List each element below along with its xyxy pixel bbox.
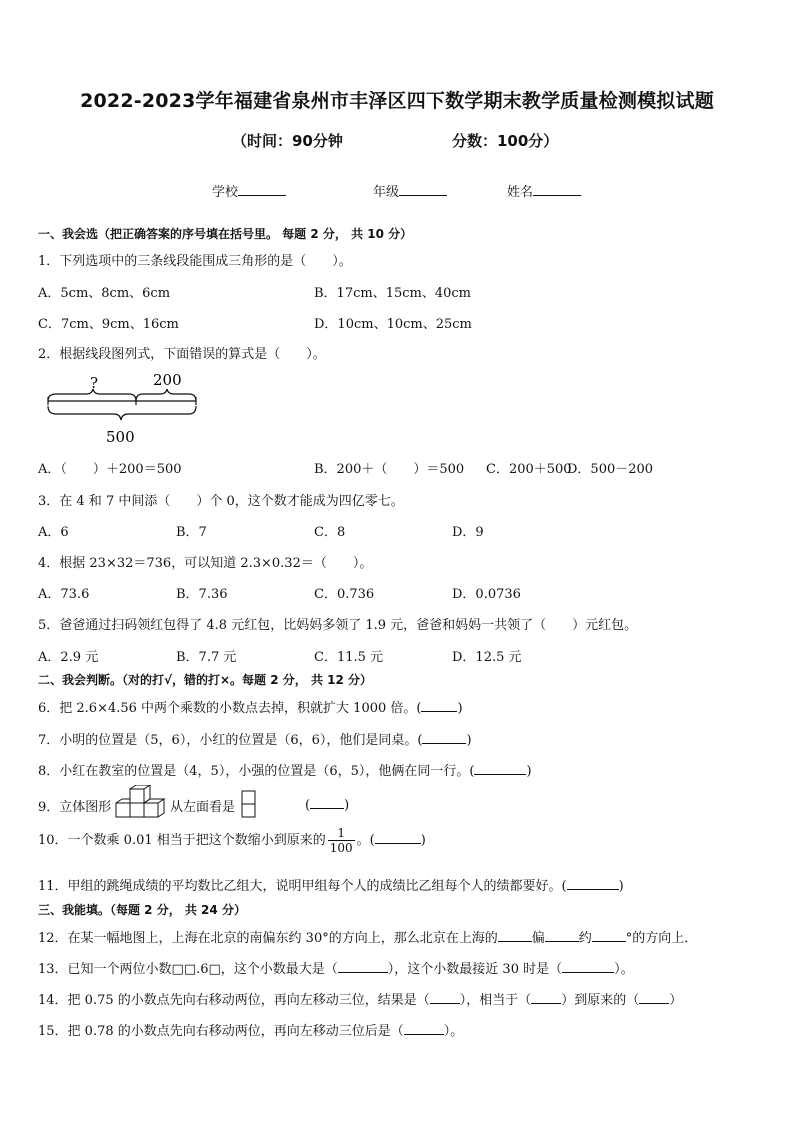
q14-text-pre: 14．把 0.75 的小数点先向右移动两位，再向左移动三位，结果是（ xyxy=(38,993,430,1008)
q7-text: 7．小明的位置是（5，6），小红的位置是（6，6），他们是同桌。( xyxy=(38,733,423,748)
q2-segment-diagram xyxy=(40,368,210,450)
q10-text-post: 。( xyxy=(356,833,375,848)
q9-open: ( xyxy=(305,798,311,813)
q3-option-a[interactable]: A．6 xyxy=(38,525,69,540)
q11-answer-blank[interactable] xyxy=(567,877,619,890)
q13-blank-1[interactable] xyxy=(338,960,388,973)
q14-text-mid1: ），相当于（ xyxy=(459,993,532,1008)
q14-blank-3[interactable] xyxy=(639,991,669,1004)
name-field[interactable] xyxy=(507,181,581,200)
diagram-bottom-value: 500 xyxy=(106,428,135,446)
q2-option-c[interactable]: C．200＋500 xyxy=(486,462,572,477)
q11-close: ) xyxy=(618,879,624,894)
q12-stem xyxy=(38,927,697,946)
q13-stem xyxy=(38,958,634,977)
q5-option-c[interactable]: C．11.5 元 xyxy=(314,650,384,665)
q7-answer-blank[interactable] xyxy=(422,731,466,744)
q4-option-a[interactable]: A．73.6 xyxy=(38,587,90,602)
time-limit: （时间：90分钟 xyxy=(232,132,343,150)
q10-answer-blank[interactable] xyxy=(375,831,421,844)
q3-option-d[interactable]: D．9 xyxy=(452,525,484,540)
q4-option-c[interactable]: C．0.736 xyxy=(314,587,375,602)
q3-option-b[interactable]: B．7 xyxy=(176,525,207,540)
q5-option-b[interactable]: B．7.7 元 xyxy=(176,650,237,665)
school-label: 学校 xyxy=(212,185,239,200)
q4-option-b[interactable]: B．7.36 xyxy=(176,587,228,602)
q13-blank-2[interactable] xyxy=(562,960,614,973)
q12-text-pre: 12．在某一幅地图上，上海在北京的南偏东约 30°的方向上，那么北京在上海的 xyxy=(38,931,498,946)
q6-stem xyxy=(38,697,463,716)
diagram-top-value: 200 xyxy=(153,371,182,389)
grade-label: 年级 xyxy=(373,185,400,200)
q15-answer-blank[interactable] xyxy=(404,1022,444,1035)
top-left-brace xyxy=(48,389,136,401)
grade-blank[interactable] xyxy=(399,183,447,196)
q9-answer xyxy=(305,796,349,813)
q13-text-mid: ），这个小数最接近 30 时是（ xyxy=(387,962,563,977)
q6-close: ) xyxy=(457,701,463,716)
q15-stem xyxy=(38,1020,463,1039)
q5-option-a[interactable]: A．2.9 元 xyxy=(38,650,99,665)
q8-close: ) xyxy=(526,764,532,779)
q1-option-a[interactable]: A．5cm、8cm、6cm xyxy=(38,286,171,301)
q10-close: ) xyxy=(420,833,426,848)
q12-text-post: °的方向上． xyxy=(625,931,698,946)
q9-close: ) xyxy=(344,798,350,813)
q14-stem xyxy=(38,989,682,1008)
school-blank[interactable] xyxy=(238,183,286,196)
q15-close: ）。 xyxy=(443,1024,464,1039)
q13-text-pre: 13．已知一个两位小数□□.6□，这个小数最大是（ xyxy=(38,962,338,977)
q14-text-mid2: ）到原来的（ xyxy=(561,993,640,1008)
q14-blank-2[interactable] xyxy=(531,991,561,1004)
page-title: 2022-2023学年福建省泉州市丰泽区四下数学期末教学质量检测模拟试题 xyxy=(80,90,714,112)
name-blank[interactable] xyxy=(533,183,581,196)
q3-option-c[interactable]: C．8 xyxy=(314,525,346,540)
q1-option-c[interactable]: C．7cm、9cm、16cm xyxy=(38,317,179,332)
q1-stem: 1．下列选项中的三条线段能围成三角形的是（ ）。 xyxy=(38,254,352,269)
q12-word-2: 约 xyxy=(578,931,592,946)
q10-text-pre: 10．一个数乘 0.01 相当于把这个数缩小到原来的 xyxy=(38,833,326,848)
q8-stem xyxy=(38,760,532,779)
grade-field[interactable] xyxy=(373,181,447,200)
q9-text-mid: 从左面看是 xyxy=(170,800,236,815)
q2-option-a[interactable]: A．（ ）＋200＝500 xyxy=(38,462,182,477)
q6-answer-blank[interactable] xyxy=(421,699,457,712)
top-right-brace xyxy=(136,389,196,401)
bottom-brace xyxy=(48,406,196,420)
section-3-heading: 三、我能填。（每题 2 分， 共 24 分） xyxy=(38,903,246,917)
school-field[interactable] xyxy=(212,181,286,200)
q10-denominator: 100 xyxy=(329,841,353,855)
q11-stem xyxy=(38,875,624,894)
q14-blank-1[interactable] xyxy=(430,991,460,1004)
q12-blank-2[interactable] xyxy=(545,929,579,942)
q1-option-d[interactable]: D．10cm、10cm、25cm xyxy=(314,317,472,332)
q9-cube-figure xyxy=(115,785,171,821)
section-1-heading: 一、我会选（把正确答案的序号填在括号里。 每题 2 分， 共 10 分） xyxy=(38,227,413,241)
q1-option-b[interactable]: B．17cm、15cm、40cm xyxy=(314,286,472,301)
q10-stem xyxy=(38,826,426,855)
q8-text: 8．小红在教室的位置是（4，5），小强的位置是（6，5），他俩在同一行。( xyxy=(38,764,475,779)
q12-blank-1[interactable] xyxy=(498,929,532,942)
q3-stem: 3．在 4 和 7 中间添（ ）个 0，这个数才能成为四亿零七。 xyxy=(38,494,404,509)
diagram-question-mark: ? xyxy=(90,374,99,392)
q12-blank-3[interactable] xyxy=(592,929,626,942)
q9-answer-blank[interactable] xyxy=(310,796,344,809)
q13-close: ）。 xyxy=(614,962,634,977)
q4-stem: 4．根据 23×32＝736，可以知道 2.3×0.32＝（ ）。 xyxy=(38,556,373,571)
q11-text: 11．甲组的跳绳成绩的平均数比乙组大，说明甲组每个人的成绩比乙组每个人的绩都要好。( xyxy=(38,879,567,894)
total-score: 分数：100分） xyxy=(452,132,559,150)
q4-option-d[interactable]: D．0.0736 xyxy=(452,587,521,602)
q9-left-view-figure xyxy=(241,790,257,820)
q7-stem xyxy=(38,729,472,748)
q14-close: ） xyxy=(669,993,683,1008)
q9-text-pre: 9．立体图形 xyxy=(38,800,112,815)
q6-text: 6．把 2.6×4.56 中两个乘数的小数点去掉，积就扩大 1000 倍。( xyxy=(38,701,422,716)
q5-stem: 5．爸爸通过扫码领红包得了 4.8 元红包，比妈妈多领了 1.9 元，爸爸和妈妈一共领了（ ）元红包。 xyxy=(38,618,638,633)
q5-option-d[interactable]: D．12.5 元 xyxy=(452,650,522,665)
q2-option-b[interactable]: B．200＋（ ）＝500 xyxy=(314,462,465,477)
q7-close: ) xyxy=(466,733,472,748)
q2-stem: 2．根据线段图列式，下面错误的算式是（ ）。 xyxy=(38,347,326,362)
section-2-heading: 二、我会判断。（对的打√，错的打×。每题 2 分， 共 12 分） xyxy=(38,673,372,687)
q10-fraction xyxy=(328,826,355,855)
q12-word-1: 偏 xyxy=(531,931,545,946)
q15-text-pre: 15．把 0.78 的小数点先向右移动两位，再向左移动三位后是（ xyxy=(38,1024,404,1039)
q2-option-d[interactable]: D．500－200 xyxy=(567,462,654,477)
q10-numerator: 1 xyxy=(328,826,355,841)
name-label: 姓名 xyxy=(507,185,534,200)
q9-mid xyxy=(170,796,235,815)
q9-stem xyxy=(38,796,111,815)
q8-answer-blank[interactable] xyxy=(474,762,526,775)
